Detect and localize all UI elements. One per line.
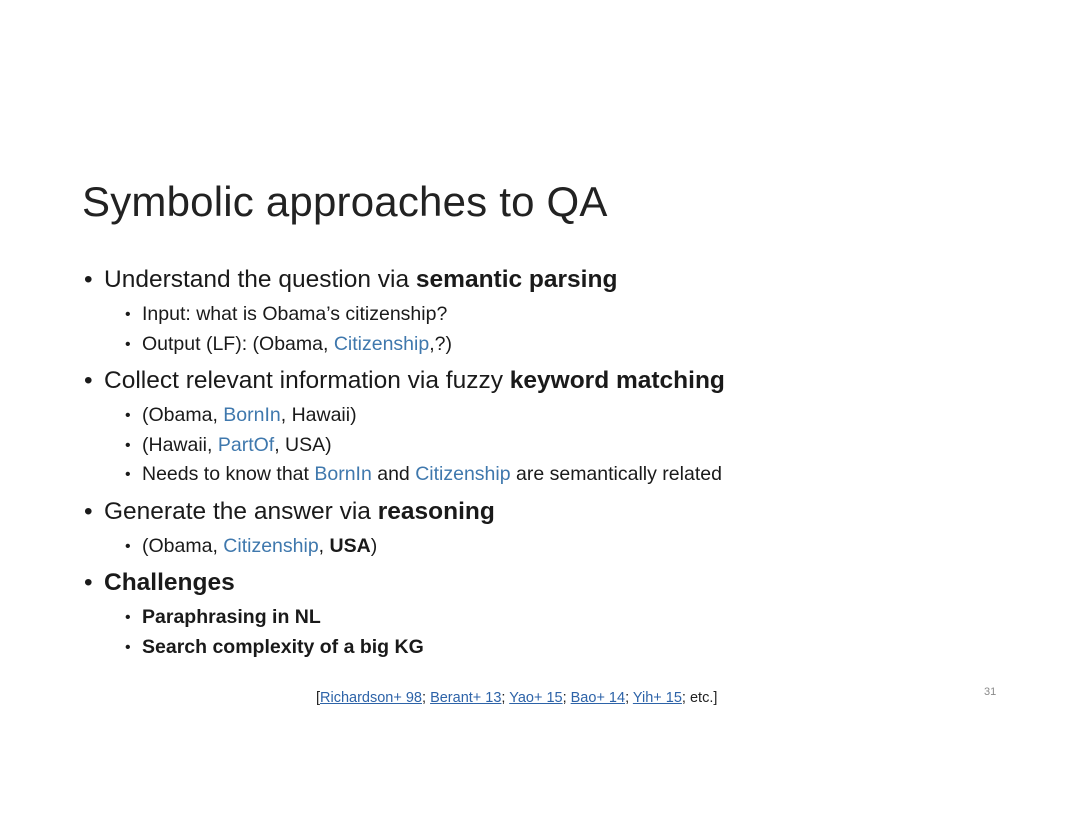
bullet-dot: • [125, 466, 131, 483]
sub-bullet-bold-text: Search complexity of a big KG [142, 635, 424, 658]
sub-bullet-bold-text: Paraphrasing in NL [142, 606, 321, 628]
references-separator: ; [562, 690, 571, 706]
sub-bullet-output [84, 330, 984, 360]
bullet-dot: • [125, 436, 131, 454]
bullet-text: Generate the answer via [104, 497, 378, 525]
sub-bullet-text: and [371, 463, 416, 485]
sub-bullet-text: Output (LF): (Obama, [142, 332, 334, 355]
bullet-bold-text: keyword matching [509, 367, 725, 394]
references-separator: ; [422, 690, 431, 706]
references-separator: ; [625, 690, 633, 706]
sub-bullet-text: (Hawaii, [142, 433, 218, 456]
relation-term: Citizenship [223, 534, 319, 557]
sub-bullet-text: are semantically related [510, 463, 722, 485]
relation-term: Citizenship [333, 332, 430, 355]
sub-bullet-text: Needs to know that [142, 463, 315, 485]
bullet-dot: • [84, 569, 93, 596]
bullet-dot: • [125, 407, 131, 424]
references-separator: ; [681, 690, 690, 706]
bullet-collect-information [84, 363, 984, 399]
bullet-challenges [84, 565, 984, 601]
bullet-generate-answer [84, 494, 984, 530]
references [316, 690, 717, 706]
reference-link-berant[interactable]: Berant+ 13 [430, 690, 502, 706]
reference-link-yih[interactable]: Yih+ 15 [632, 690, 682, 706]
sub-bullet-bornin-triple [84, 401, 984, 431]
bullet-bold-text: Challenges [104, 569, 235, 596]
bullet-dot: • [84, 367, 93, 394]
sub-bullet-text: (Obama, [142, 534, 224, 557]
references-open-bracket: [ [316, 690, 321, 706]
sub-bullet-search-complexity [84, 633, 984, 663]
bullet-text: Understand the question via [104, 266, 416, 293]
sub-bullet-partof-triple [84, 431, 984, 461]
sub-bullet-semantic-relation [84, 460, 984, 490]
relation-term: Citizenship [415, 463, 511, 485]
sub-bullet-answer-triple [84, 532, 984, 562]
sub-bullet-text: , [318, 534, 330, 557]
bullet-dot: • [84, 497, 93, 525]
sub-bullet-paraphrasing [84, 603, 984, 633]
relation-term: BornIn [314, 463, 372, 485]
bullet-dot: • [125, 306, 131, 323]
bullet-dot: • [125, 335, 131, 353]
references-close-bracket: ] [713, 690, 718, 706]
sub-bullet-text: , Hawaii) [280, 404, 357, 426]
sub-bullet-text: ) [370, 534, 378, 557]
bullet-bold-text: semantic parsing [415, 266, 618, 293]
relation-term: PartOf [217, 433, 275, 456]
bullet-list [84, 262, 984, 662]
bullet-dot: • [125, 638, 131, 656]
reference-link-richardson[interactable]: Richardson+ 98 [320, 690, 422, 706]
sub-bullet-text: ,?) [429, 332, 452, 355]
relation-term: BornIn [223, 404, 281, 426]
bullet-dot: • [125, 609, 131, 626]
sub-bullet-text: Input: what is Obama’s citizenship? [142, 303, 448, 325]
answer-entity: USA [329, 534, 371, 557]
references-tail: etc. [689, 690, 714, 706]
bullet-understand-question [84, 262, 984, 298]
bullet-text: Collect relevant information via fuzzy [104, 367, 510, 394]
bullet-dot: • [125, 537, 131, 555]
sub-bullet-text: (Obama, [142, 404, 224, 426]
page-number: 31 [984, 686, 997, 698]
bullet-bold-text: reasoning [377, 497, 495, 525]
sub-bullet-text: , USA) [274, 433, 332, 456]
slide-title: Symbolic approaches to QA [82, 178, 608, 225]
bullet-dot: • [84, 266, 93, 293]
sub-bullet-input [84, 300, 984, 330]
reference-link-bao[interactable]: Bao+ 14 [570, 690, 626, 706]
references-separator: ; [501, 690, 510, 706]
reference-link-yao[interactable]: Yao+ 15 [509, 690, 563, 706]
